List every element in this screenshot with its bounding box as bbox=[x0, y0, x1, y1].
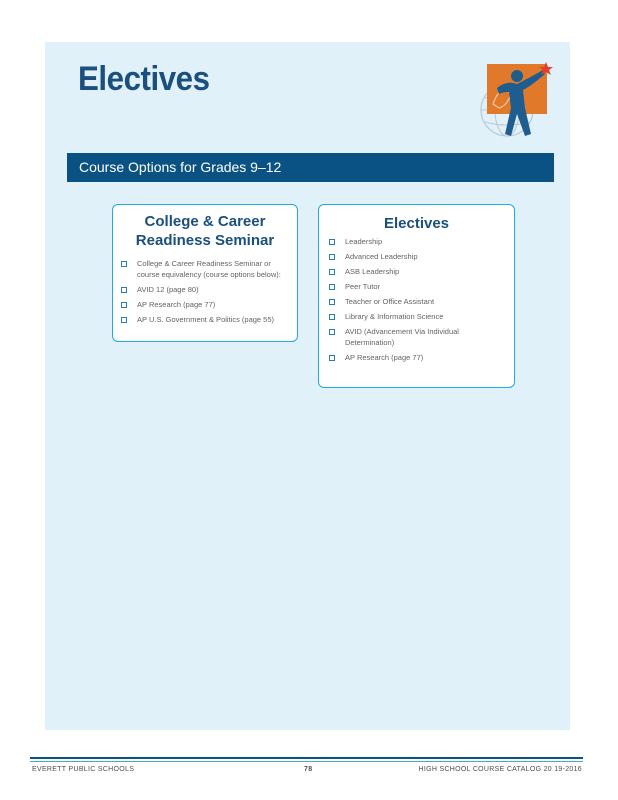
list-item: ASB Leadership bbox=[329, 266, 508, 277]
list-item: AVID (Advancement Via Individual Determination) bbox=[329, 326, 508, 348]
footer-district-name: EVERETT PUBLIC SCHOOLS bbox=[32, 766, 135, 773]
checkbox-icon bbox=[329, 329, 335, 335]
card-title: Electives bbox=[383, 215, 450, 232]
checkbox-icon bbox=[329, 254, 335, 260]
list-item: Teacher or Office Assistant bbox=[329, 296, 508, 307]
checkbox-icon bbox=[329, 314, 335, 320]
checkbox-icon bbox=[329, 299, 335, 305]
checkbox-icon bbox=[329, 284, 335, 290]
list-item: College & Career Readiness Seminar or course equivalency (course options below): bbox=[121, 258, 289, 280]
list-item: Advanced Leadership bbox=[329, 251, 508, 262]
course-list bbox=[113, 258, 297, 325]
list-item: AP Research (page 77) bbox=[121, 299, 289, 310]
section-heading: Course Options for Grades 9–12 bbox=[79, 159, 282, 175]
card-electives bbox=[318, 204, 515, 388]
checkbox-icon bbox=[121, 261, 127, 267]
section-heading-bar bbox=[67, 153, 554, 182]
checkbox-icon bbox=[329, 239, 335, 245]
list-item: AVID 12 (page 80) bbox=[121, 284, 289, 295]
checkbox-icon bbox=[121, 302, 127, 308]
list-item: Peer Tutor bbox=[329, 281, 508, 292]
list-item: Library & Information Science bbox=[329, 311, 508, 322]
card-title-line-1: College & Career bbox=[144, 213, 266, 230]
page-title: Electives bbox=[78, 60, 210, 98]
card-college-career-readiness bbox=[112, 204, 298, 342]
list-item: AP Research (page 77) bbox=[329, 352, 508, 363]
footer-rule-thin bbox=[30, 761, 583, 762]
list-item: Leadership bbox=[329, 236, 508, 247]
checkbox-icon bbox=[121, 287, 127, 293]
page-number: 78 bbox=[304, 766, 313, 773]
list-item: AP U.S. Government & Politics (page 55) bbox=[121, 314, 289, 325]
checkbox-icon bbox=[329, 269, 335, 275]
footer-catalog-name: HIGH SCHOOL COURSE CATALOG 20 19-2016 bbox=[418, 766, 582, 773]
checkbox-icon bbox=[329, 355, 335, 361]
course-list bbox=[319, 236, 514, 363]
footer-rule bbox=[30, 757, 583, 759]
student-star-logo-icon bbox=[477, 58, 557, 140]
checkbox-icon bbox=[121, 317, 127, 323]
card-title-line-2: Readiness Seminar bbox=[135, 232, 275, 249]
card-title bbox=[113, 212, 297, 250]
